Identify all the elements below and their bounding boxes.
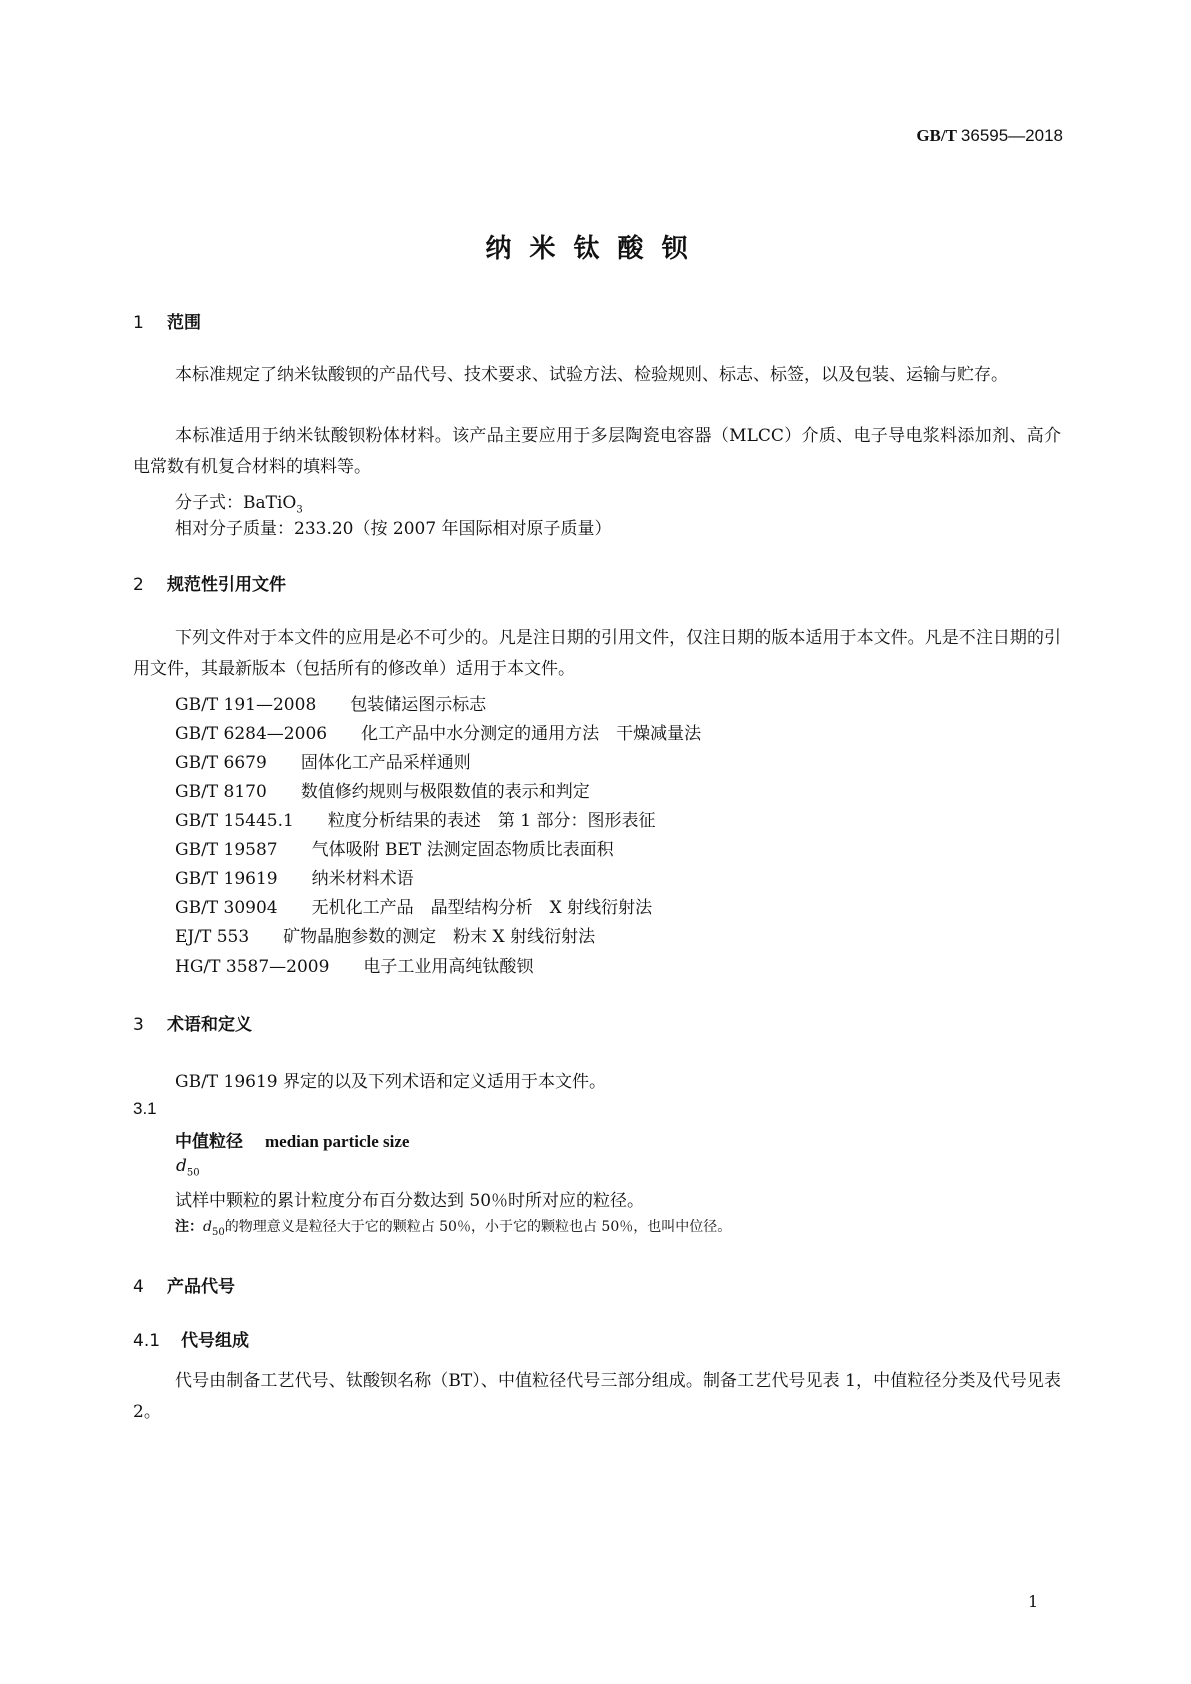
reference-code: GB/T 6679 [175,753,267,773]
section-1-heading [133,308,201,333]
reference-code: EJ/T 553 [175,927,250,947]
reference-title: 无机化工产品 晶型结构分析 X 射线衍射法 [311,898,653,918]
section-2-heading [133,570,286,595]
standard-number: 36595—2018 [960,126,1063,145]
reference-code: GB/T 6284—2006 [175,724,328,744]
reference-item [175,777,590,802]
term-en: median particle size [265,1132,410,1151]
page-number: 1 [1028,1592,1039,1611]
reference-title: 纳米材料术语 [311,869,414,889]
reference-code: GB/T 30904 [175,898,278,918]
reference-item [175,864,414,889]
formula-main: BaTiO [243,493,297,513]
reference-title: 气体吸附 BET 法测定固态物质比表面积 [311,840,614,860]
reference-code: GB/T 15445.1 [175,811,294,831]
term-number: 3.1 [133,1099,157,1118]
code-composition-paragraph: 代号由制备工艺代号、钛酸钡名称（BT）、中值粒径代号三部分组成。制备工艺代号见表 1，中值粒径分类及代号见表 2。 [133,1371,1061,1422]
reference-title: 固体化工产品采样通则 [300,753,471,773]
section-title: 范围 [167,313,201,333]
standard-number-header [916,126,1063,146]
reference-title: 电子工业用高纯钛酸钡 [363,957,534,977]
section-title: 代号组成 [181,1331,249,1351]
section-number: 1 [133,313,144,333]
reference-item [175,835,614,860]
reference-title: 化工产品中水分测定的通用方法 干燥减量法 [361,724,702,744]
scope-paragraph-1: 本标准规定了纳米钛酸钡的产品代号、技术要求、试验方法、检验规则、标志、标签，以及包装、运输与贮存。 [175,365,1008,385]
reference-code: GB/T 191—2008 [175,695,317,715]
note-label: 注： [175,1219,203,1235]
section-number: 2 [133,575,144,595]
term-definition: 试样中颗粒的累计粒度分布百分数达到 50％时所对应的粒径。 [175,1191,645,1211]
section-number: 4 [133,1277,144,1297]
symbol-subscript: 50 [186,1167,200,1179]
note-symbol: d [203,1219,212,1235]
reference-code: GB/T 8170 [175,782,267,802]
molecular-mass: 相对分子质量：233.20（按 2007 年国际相对原子质量） [175,519,612,539]
reference-item [175,922,595,947]
reference-item [175,719,701,744]
reference-code: HG/T 3587—2009 [175,957,330,977]
symbol-d: d [176,1156,187,1176]
reference-item [175,952,533,977]
note-text: 的物理意义是粒径大于它的颗粒占 50％，小于它的颗粒也占 50％，也叫中位径。 [224,1219,732,1235]
reference-item [175,893,652,918]
section-title: 规范性引用文件 [167,575,286,595]
note-subscript: 50 [211,1226,225,1238]
section-number: 4.1 [133,1331,161,1351]
reference-code: GB/T 19587 [175,840,278,860]
reference-title: 包装储运图示标志 [350,695,487,715]
reference-item [175,806,655,831]
document-title: 纳米钛酸钡 [485,234,706,264]
term-symbol [176,1156,200,1178]
reference-title: 数值修约规则与极限数值的表示和判定 [300,782,590,802]
section-4-heading [133,1272,235,1297]
term-zh: 中值粒径 [175,1132,243,1152]
reference-title: 矿物晶胞参数的测定 粉末 X 射线衍射法 [283,927,596,947]
terms-intro: GB/T 19619 界定的以及下列术语和定义适用于本文件。 [175,1072,607,1092]
reference-code: GB/T 19619 [175,869,278,889]
section-number: 3 [133,1015,144,1035]
reference-item [175,748,471,773]
reference-item [175,690,486,715]
term-note [175,1216,731,1238]
references-intro: 下列文件对于本文件的应用是必不可少的。凡是注日期的引用文件，仅注日期的版本适用于本文件。凡是不注日期的引用文件，其最新版本（包括所有的修改单）适用于本文件。 [133,628,1061,679]
molecular-formula [175,488,303,515]
reference-title: 粒度分析结果的表述 第 1 部分：图形表征 [327,811,656,831]
formula-subscript: 3 [296,504,303,516]
formula-label: 分子式： [175,493,243,513]
term-heading [175,1127,409,1152]
section-4-1-heading [133,1326,249,1351]
standard-prefix: GB/T [916,126,957,145]
section-title: 产品代号 [167,1277,235,1297]
scope-paragraph-2: 本标准适用于纳米钛酸钡粉体材料。该产品主要应用于多层陶瓷电容器（MLCC）介质、电子导电浆料添加剂、高介电常数有机复合材料的填料等。 [133,426,1061,477]
section-title: 术语和定义 [167,1015,252,1035]
section-3-heading [133,1010,252,1035]
